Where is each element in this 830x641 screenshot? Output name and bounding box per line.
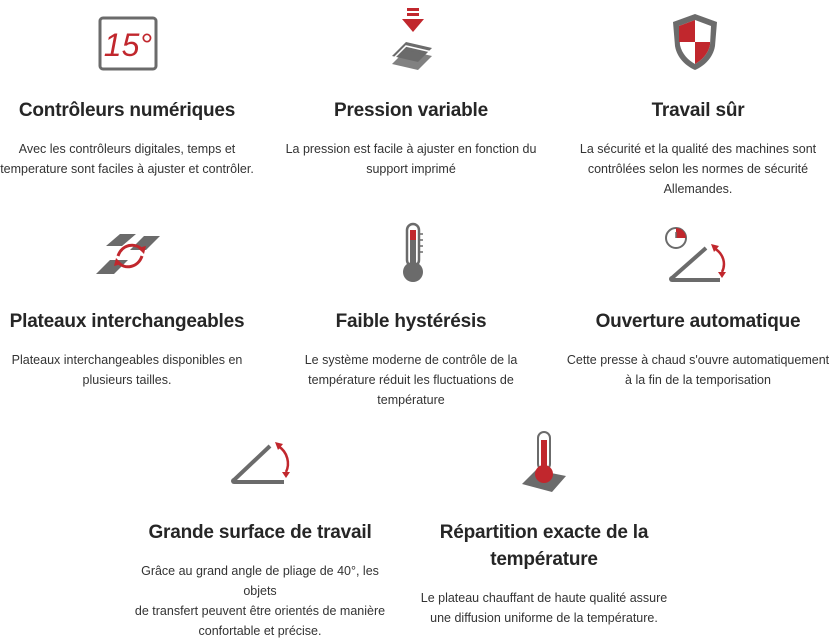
shield-icon [670, 12, 720, 72]
feature-desc-line: confortable et précise. [198, 624, 322, 638]
feature-desc-line: température réduit les fluctuations de [308, 373, 514, 387]
feature-safe-work [566, 99, 830, 199]
pressure-arrow-icon [388, 8, 438, 74]
feature-desc-line: une diffusion uniforme de la température. [430, 611, 658, 625]
feature-title: Faible hystérésis [335, 311, 487, 332]
feature-desc-line: La pression est facile à ajuster en fonction du [285, 142, 537, 156]
feature-desc-line: Plateaux interchangeables disponibles en [11, 353, 243, 367]
feature-title: Contrôleurs numériques [18, 100, 236, 121]
feature-title: Plateaux interchangeables [9, 311, 245, 332]
opening-angle-icon [228, 440, 296, 486]
feature-low-hysteresis [283, 310, 539, 410]
feature-desc-line: température [377, 393, 445, 407]
feature-variable-pressure [283, 99, 539, 179]
digital-display-icon [98, 16, 158, 71]
feature-desc-line: Grâce au grand angle de pliage de 40°, les objets [141, 564, 379, 598]
feature-desc-line: support imprimé [366, 162, 456, 176]
feature-title-line: température [490, 549, 598, 570]
thermometer-icon [398, 222, 428, 284]
feature-title: Ouverture automatique [595, 311, 801, 332]
feature-desc-line: Le système moderne de contrôle de la [304, 353, 518, 367]
feature-automatic-opening [566, 310, 830, 390]
feature-desc-line: Le plateau chauffant de haute qualité assure [420, 591, 668, 605]
feature-title-line: Répartition exacte de la [439, 522, 649, 543]
feature-exact-temperature-distribution [414, 521, 674, 628]
thermometer-plate-icon [520, 430, 568, 494]
feature-desc-line: temperature sont faciles à ajuster et contrôler. [0, 162, 254, 176]
feature-desc-line: Allemandes. [663, 182, 733, 196]
feature-desc-line: de transfert peuvent être orientés de manière [134, 604, 386, 618]
feature-desc-line: Avec les contrôleurs digitales, temps et [18, 142, 236, 156]
feature-title: Travail sûr [651, 100, 745, 121]
feature-title: Grande surface de travail [148, 522, 372, 543]
feature-desc-line: à la fin de la temporisation [625, 373, 771, 387]
display-readout: 15° [103, 27, 153, 63]
feature-title: Pression variable [334, 100, 488, 121]
feature-large-work-surface [130, 521, 390, 641]
feature-desc-line: Cette presse à chaud s'ouvre automatiquement [566, 353, 830, 367]
feature-interchangeable-plates [0, 310, 254, 390]
feature-digital-controllers [0, 99, 254, 179]
feature-desc-line: plusieurs tailles. [82, 373, 172, 387]
swap-plates-icon [96, 232, 162, 276]
feature-desc-line: La sécurité et la qualité des machines sont [579, 142, 817, 156]
timer-opening-icon [662, 226, 730, 282]
feature-desc-line: contrôlées selon les normes de sécurité [587, 162, 809, 176]
